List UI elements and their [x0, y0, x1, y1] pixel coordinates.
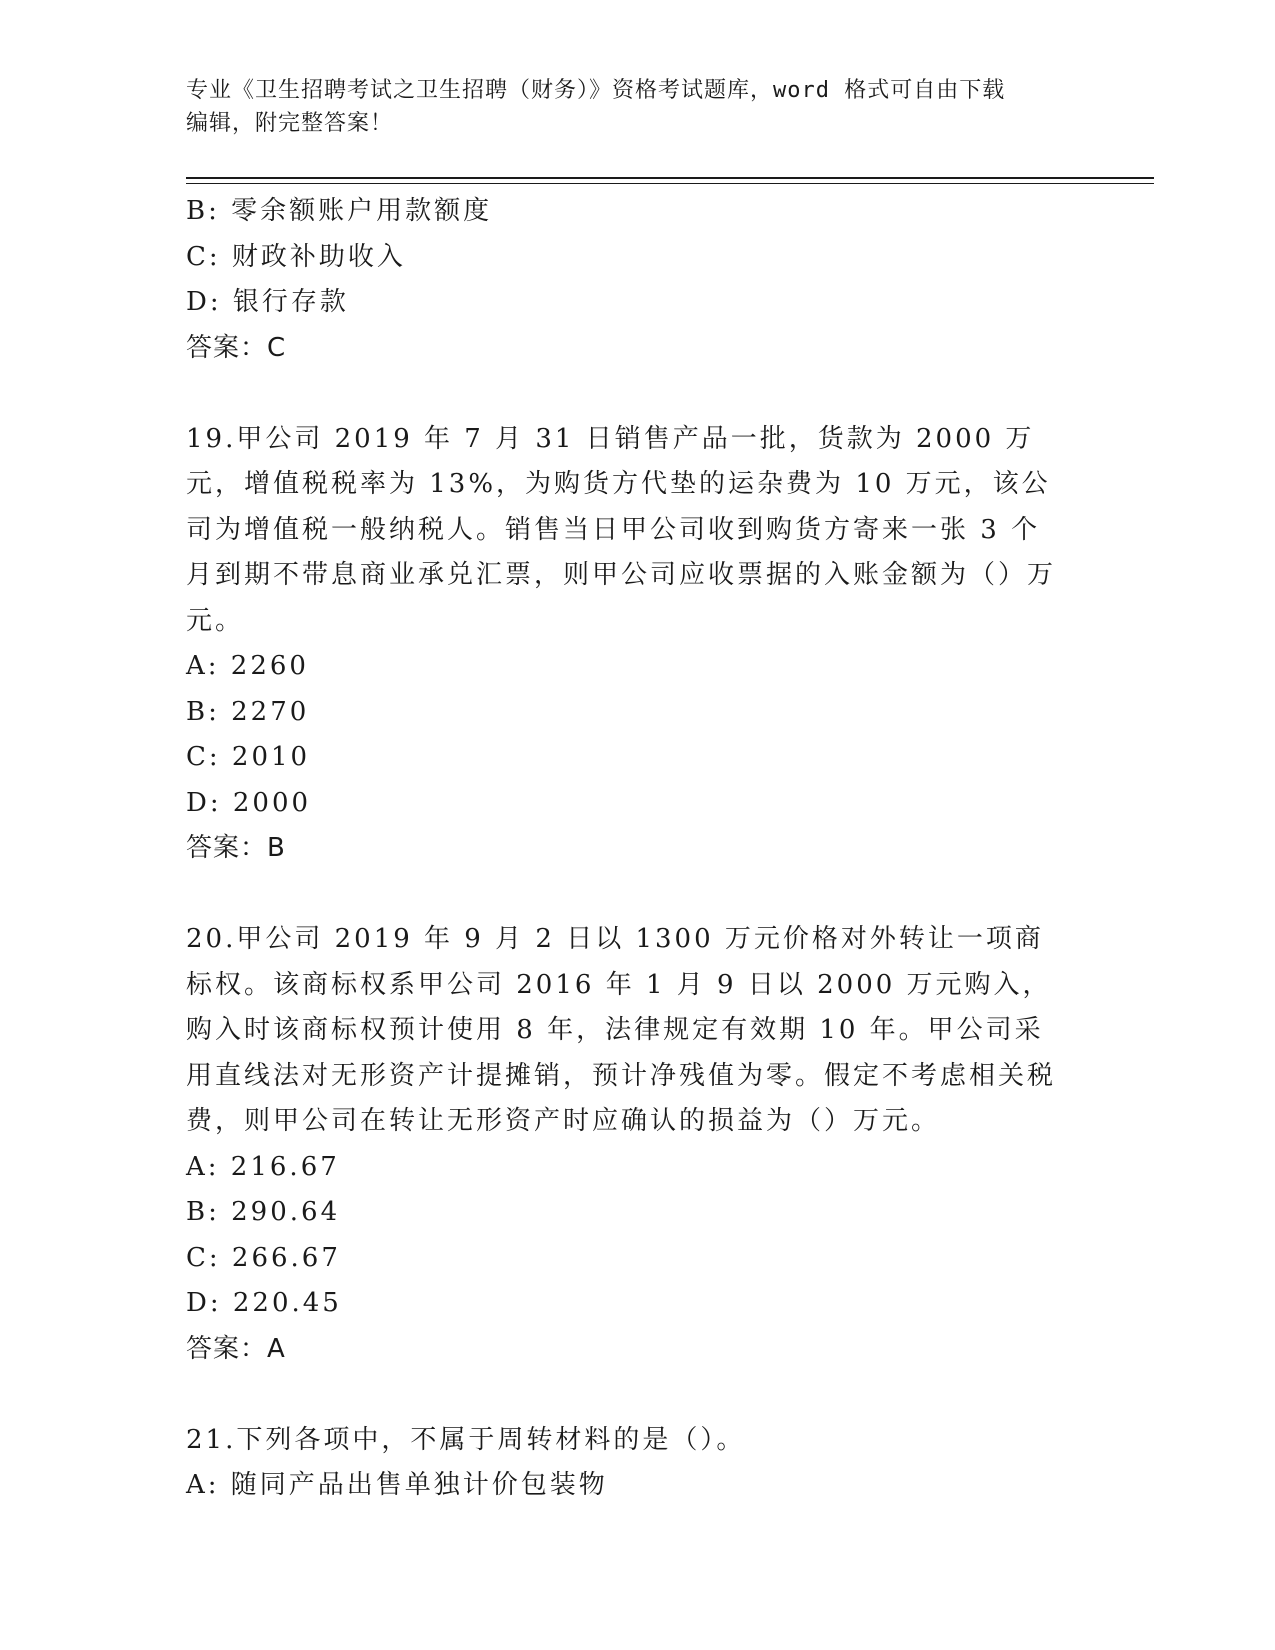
option-b: B: 290.64	[186, 1197, 341, 1227]
spacer	[186, 1372, 1086, 1418]
question-stem: 19.甲公司 2019 年 7 月 31 日销售产品一批，货款为 2000 万元，增值税税率为 13%，为购货方代垫的运杂费为 10 万元，该公司为增值税一般纳税人。销售当日甲公司收到购货方寄来一张 3 个月到期不带息商业承兑汇票，则甲公司应收票据的入账金额为（）万元。	[186, 423, 1057, 636]
question-18	[186, 189, 1086, 371]
answer: 答案：C	[186, 332, 287, 363]
option-b: B: 零余额账户用款额度	[186, 196, 493, 226]
question-21	[186, 1418, 1086, 1509]
answer: 答案：B	[186, 833, 286, 863]
option-b: B: 2270	[186, 696, 310, 727]
header-rule-thin	[186, 183, 1154, 184]
option-d: D: 银行存款	[186, 287, 349, 317]
spacer	[186, 371, 1086, 417]
option-a: A: 随同产品出售单独计价包装物	[186, 1470, 608, 1500]
option-a: A: 216.67	[186, 1151, 340, 1182]
option-c: C: 266.67	[186, 1242, 341, 1273]
header-line-2: 编辑，附完整答案！	[186, 111, 394, 136]
question-19	[186, 417, 1086, 872]
option-d: D: 2000	[186, 787, 312, 818]
question-20	[186, 917, 1086, 1372]
answer: 答案：A	[186, 1333, 286, 1364]
header-line-1: 专业《卫生招聘考试之卫生招聘（财务）》资格考试题库，word 格式可自由下载	[186, 78, 1006, 103]
option-c: C: 财政补助收入	[186, 241, 406, 272]
option-d: D: 220.45	[186, 1288, 342, 1318]
question-list	[186, 189, 1086, 1509]
header-rule-thick	[186, 177, 1154, 179]
question-stem: 20.甲公司 2019 年 9 月 2 日以 1300 万元价格对外转让一项商标权。该商标权系甲公司 2016 年 1 月 9 日以 2000 万元购入，购入时该商标权预计使用 8 年，法律规定有效期 10 年。甲公司采用直线法对无形资产计提摊销，预计净残值为零。假定不考虑相关税费，则甲公司在转让无形资产时应确认的损益为（）万元。	[186, 924, 1057, 1136]
spacer	[186, 872, 1086, 918]
question-stem: 21.下列各项中，不属于周转材料的是（）。	[186, 1424, 746, 1455]
option-a: A: 2260	[186, 651, 309, 681]
option-c: C: 2010	[186, 742, 311, 772]
document-header	[186, 74, 1086, 140]
